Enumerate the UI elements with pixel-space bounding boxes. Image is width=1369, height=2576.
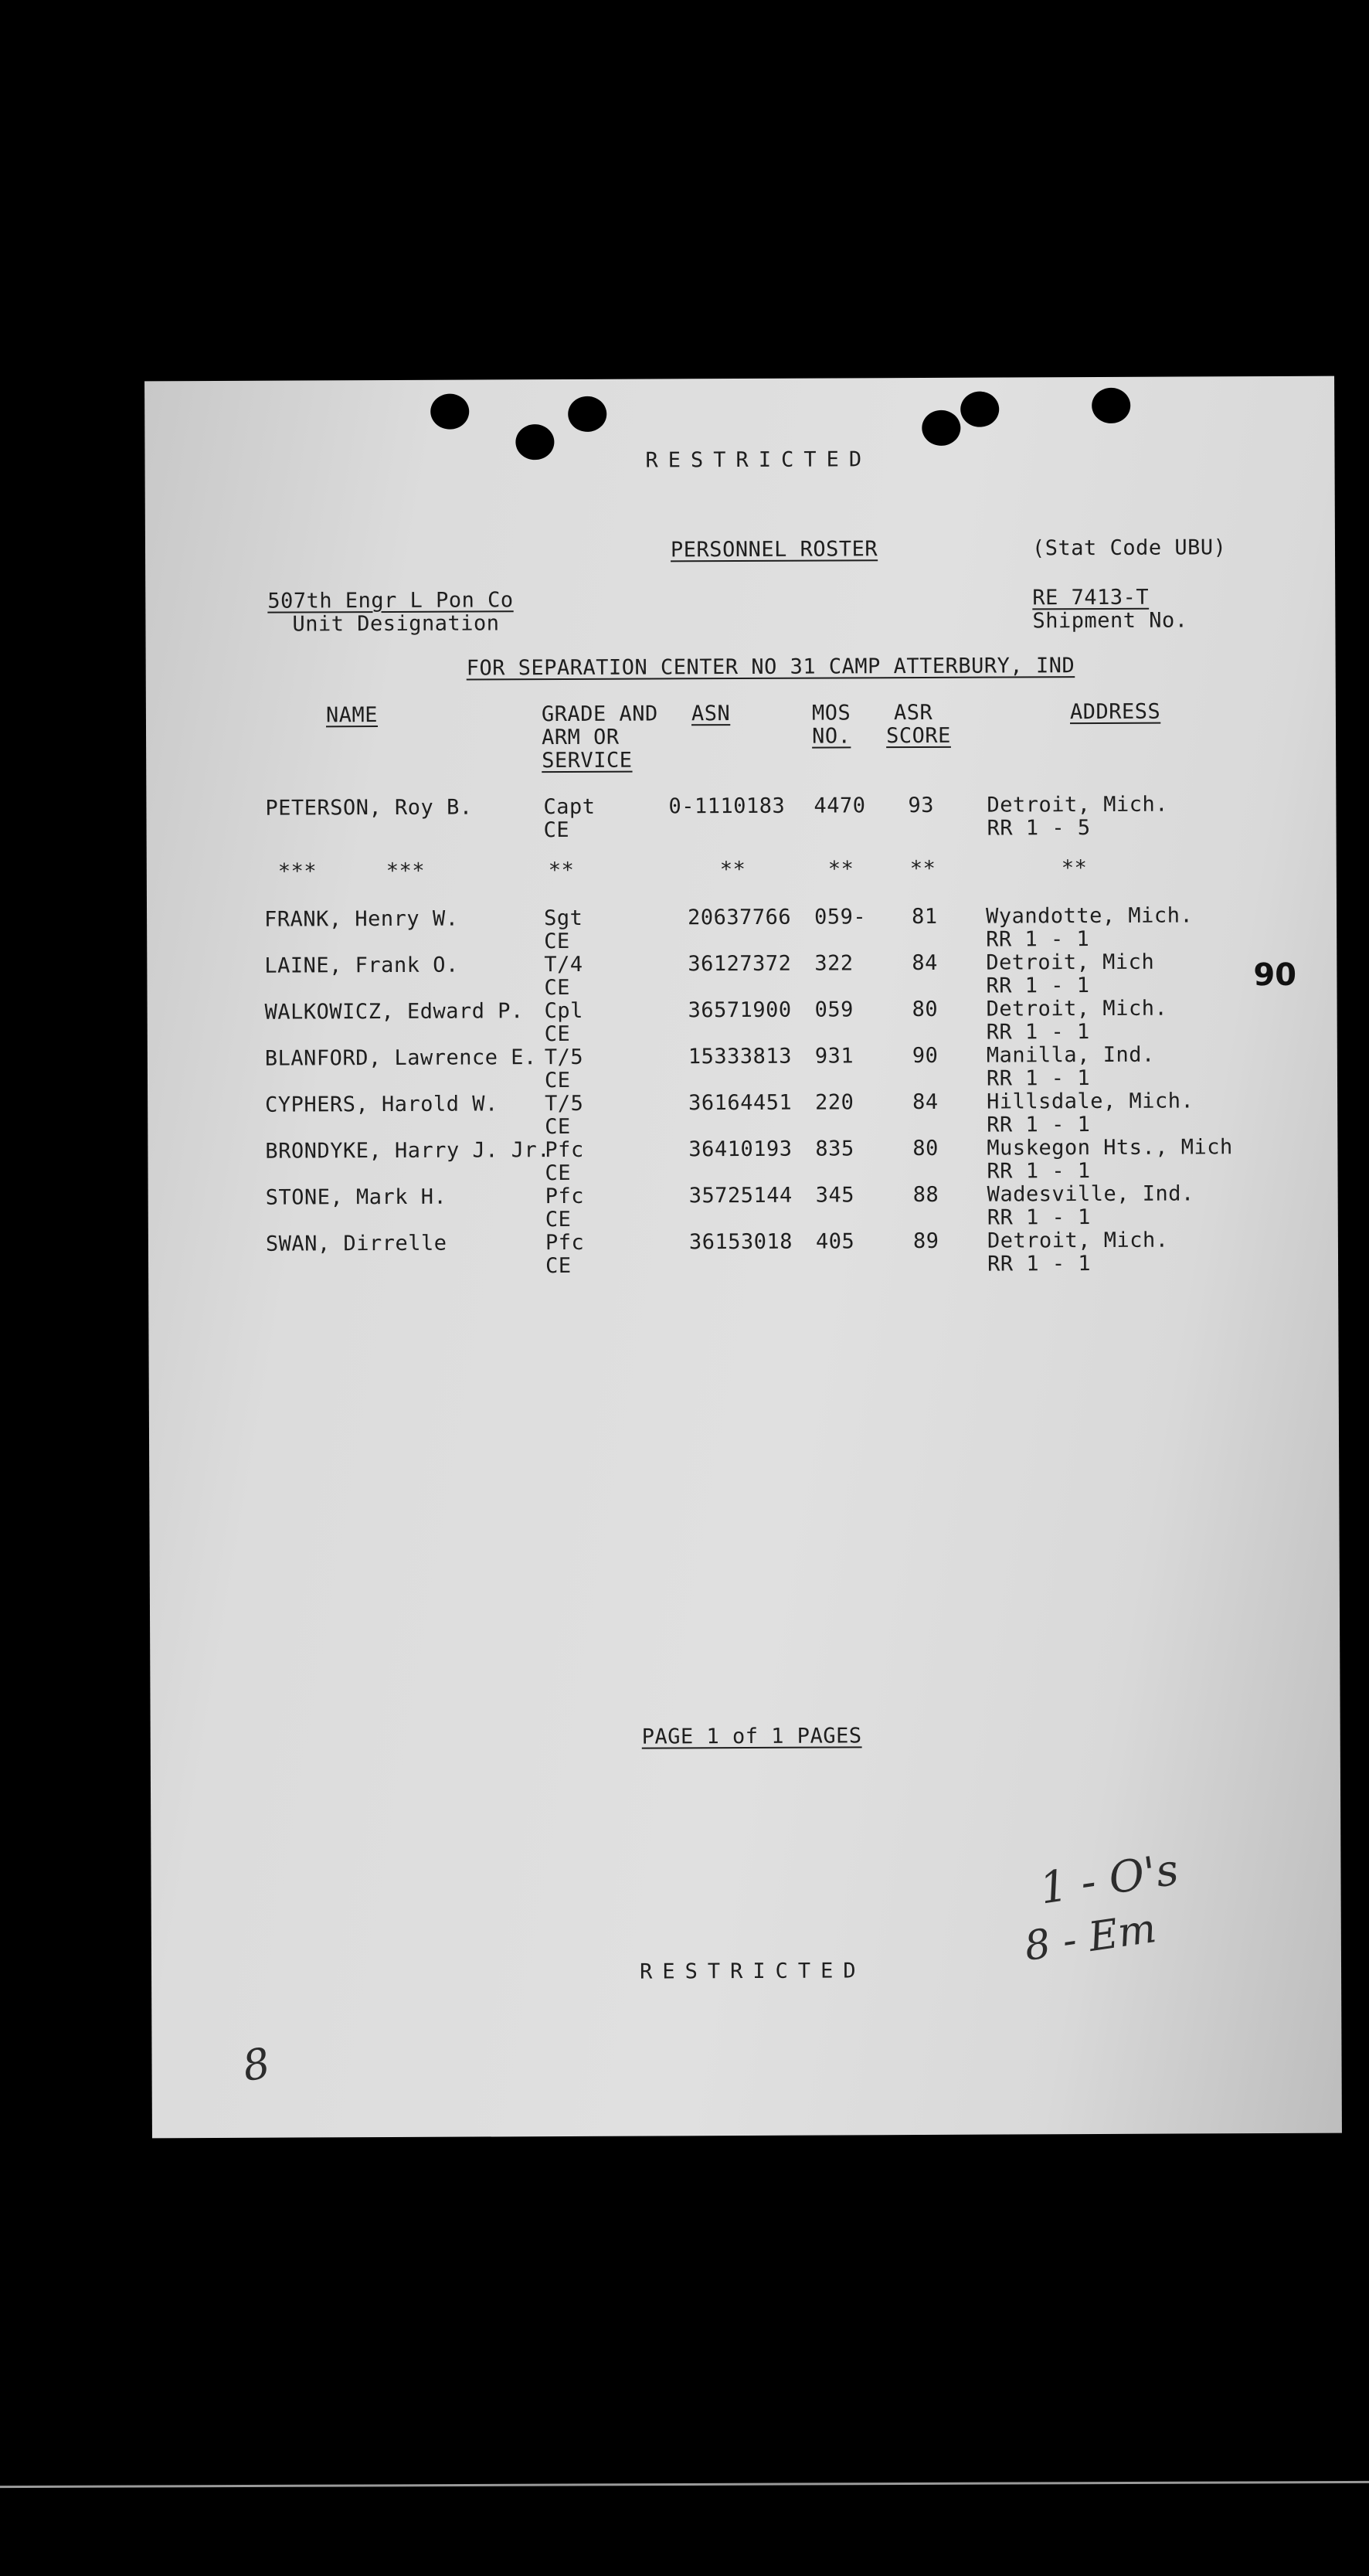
member-name: FRANK, Henry W. [264,906,459,932]
member-grade: T/4 [544,952,583,977]
punch-hole [922,410,960,446]
classification-top: RESTRICTED [645,447,872,473]
classification-bottom: RESTRICTED [639,1959,866,1984]
table-row [148,996,1337,1048]
member-arm: CE [544,975,571,1001]
separator-stars: ** [1061,856,1088,881]
officer-mos: 4470 [814,794,866,818]
member-score: 89 [912,1229,939,1254]
member-score: 80 [912,997,939,1022]
member-mos: 405 [815,1229,855,1254]
separator-stars: ** [548,858,575,883]
officer-score: 93 [908,793,935,818]
punch-hole [515,424,554,460]
member-name: STONE, Mark H. [265,1184,447,1210]
officer-arm: CE [543,817,570,843]
member-arm: CE [545,1161,572,1186]
member-address: Hillsdale, Mich. [987,1089,1194,1114]
member-mos: 931 [814,1044,854,1069]
roster-page [144,376,1342,2139]
page-footer: PAGE 1 of 1 PAGES [641,1724,862,1749]
member-address: Wyandotte, Mich. [986,903,1194,929]
handwritten-enlisted-count: 8 - Em [1021,1905,1160,1971]
officer-address: Detroit, Mich. [987,792,1169,817]
member-rr: RR 1 - 1 [986,927,1090,952]
unit-designation-label: Unit Designation [292,611,500,637]
punch-hole [1092,388,1130,423]
table-row [148,1228,1338,1280]
member-arm: CE [545,1114,571,1140]
member-address: Wadesville, Ind. [987,1181,1194,1207]
member-asn: 20637766 [688,905,792,930]
member-address: Detroit, Mich [986,950,1155,975]
member-name: WALKOWICZ, Edward P. [264,999,524,1025]
table-row [147,903,1337,955]
shipment-number: RE 7413-T [1032,585,1150,610]
member-mos: 059 [814,997,854,1022]
shipment-number-label: Shipment No. [1032,608,1188,634]
punch-hole [960,392,999,427]
member-asn: 35725144 [688,1183,793,1208]
officer-row [146,792,1336,844]
member-score: 88 [912,1182,939,1208]
handwritten-officer-count: 1 - O's [1036,1844,1182,1915]
officer-rr: RR 1 - 5 [987,816,1091,841]
member-grade: Pfc [545,1184,585,1209]
member-mos: 059- [814,905,867,929]
member-score: 90 [912,1043,939,1069]
member-arm: CE [545,1207,572,1232]
separator-stars: *** [277,859,318,884]
member-address: Manilla, Ind. [986,1042,1155,1068]
destination: FOR SEPARATION CENTER NO 31 CAMP ATTERBURY, IND [466,654,1075,681]
header-mos-2: NO. [811,724,851,749]
member-name: SWAN, Dirrelle [265,1231,447,1256]
scan-edge-line [0,2481,1369,2488]
officer-asn: 0-1110183 [668,794,786,819]
member-mos: 835 [815,1137,854,1161]
table-row [148,1042,1337,1094]
member-score: 84 [912,1089,939,1115]
member-arm: CE [544,1068,571,1093]
member-rr: RR 1 - 1 [987,1252,1092,1276]
member-rr: RR 1 - 1 [986,1066,1091,1091]
member-name: CYPHERS, Harold W. [265,1092,498,1117]
member-asn: 36127372 [688,951,792,977]
stat-code: (Stat Code UBU) [1031,535,1227,561]
member-grade: Pfc [545,1230,585,1256]
header-grade-2: ARM OR [541,725,620,750]
table-row [148,1089,1337,1140]
header-mos-1: MOS [811,701,851,726]
member-grade: Pfc [545,1137,584,1163]
header-asr-1: ASR [893,700,933,726]
member-arm: CE [544,929,570,954]
header-name: NAME [325,703,379,728]
member-grade: Sgt [544,906,583,931]
member-asn: 36164451 [688,1090,793,1116]
member-rr: RR 1 - 1 [986,1020,1090,1045]
separator-row [147,855,1337,907]
member-mos: 220 [815,1090,854,1115]
table-row [147,950,1337,1001]
punch-hole [568,396,606,432]
member-rr: RR 1 - 1 [987,1113,1091,1137]
member-asn: 36153018 [688,1229,793,1255]
separator-stars: ** [719,857,746,882]
header-grade-3: SERVICE [542,748,633,773]
unit-designation: 507th Engr L Pon Co [267,588,514,613]
member-arm: CE [545,1253,572,1279]
member-grade: Cpl [544,998,583,1024]
punch-hole [430,394,469,430]
document-title: PERSONNEL ROSTER [670,537,878,562]
member-arm: CE [544,1021,571,1047]
member-name: BRONDYKE, Harry J. Jr. [265,1138,551,1164]
handwritten-count: 8 [239,2038,274,2092]
separator-stars: ** [909,856,936,882]
member-rr: RR 1 - 1 [986,974,1090,998]
separator-stars: ** [827,857,854,882]
table-row [148,1181,1338,1233]
table-row [148,1135,1337,1187]
member-asn: 36410193 [688,1137,793,1162]
header-address: ADDRESS [1069,699,1161,725]
header-grade-1: GRADE AND [541,702,658,727]
member-address: Detroit, Mich. [987,1228,1169,1253]
member-score: 80 [912,1136,939,1161]
margin-number: 90 [1253,957,1297,994]
member-score: 81 [912,904,938,929]
separator-stars: *** [386,858,426,884]
member-mos: 345 [815,1183,855,1208]
member-mos: 322 [814,951,854,976]
member-address: Muskegon Hts., Mich [987,1135,1233,1161]
header-asr-2: SCORE [885,723,951,749]
member-name: BLANFORD, Lawrence E. [264,1045,537,1071]
member-rr: RR 1 - 1 [987,1159,1091,1184]
officer-name: PETERSON, Roy B. [265,795,473,821]
member-rr: RR 1 - 1 [987,1205,1091,1230]
member-asn: 15333813 [688,1044,792,1069]
member-grade: T/5 [544,1045,584,1070]
member-name: LAINE, Frank O. [264,953,459,978]
officer-grade: Capt [543,794,596,820]
member-address: Detroit, Mich. [986,996,1168,1021]
member-grade: T/5 [545,1091,584,1116]
member-asn: 36571900 [688,997,792,1023]
header-asn: ASN [691,702,731,726]
member-score: 84 [912,950,938,976]
